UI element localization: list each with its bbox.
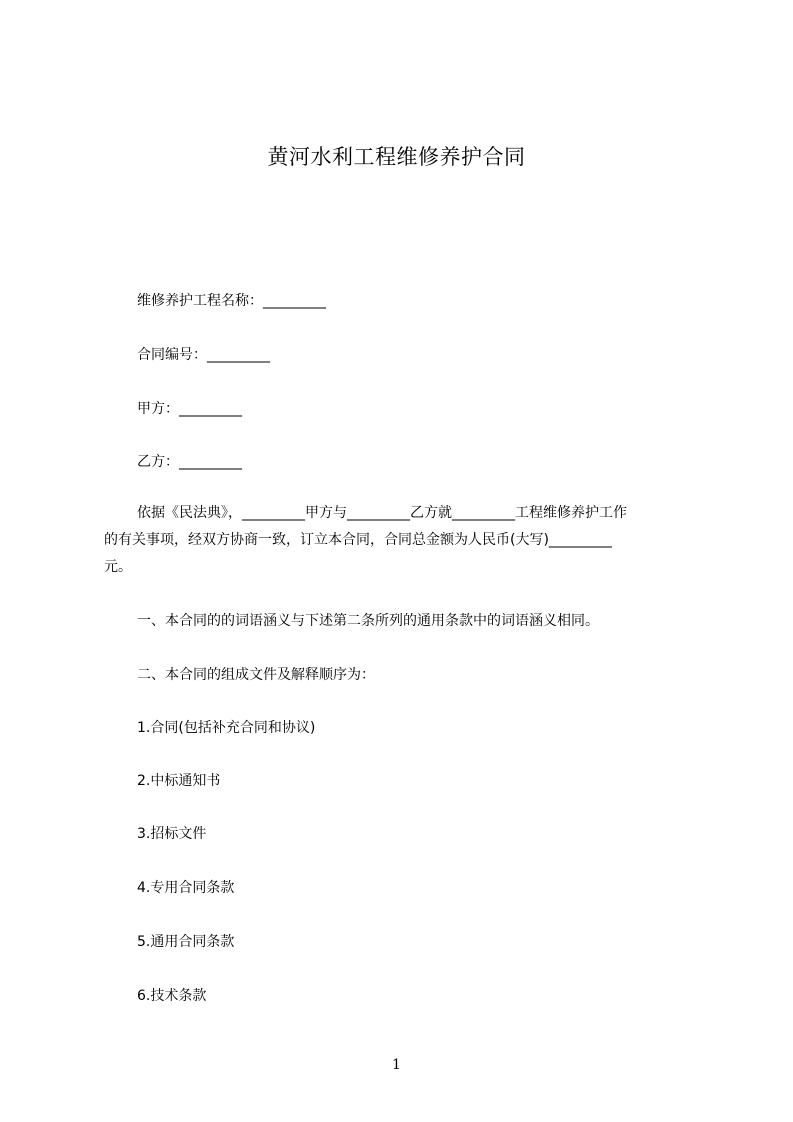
clause-one: 一、本合同的的词语涵义与下述第二条所列的通用条款中的词语涵义相同。 — [137, 613, 599, 629]
project-name-field: 维修养护工程名称：_________ — [137, 293, 326, 309]
intro-paragraph — [104, 500, 702, 581]
document-list-item: 2.中标通知书 — [137, 773, 221, 789]
intro-line: 元。 — [104, 559, 132, 575]
document-list-item: 1.合同(包括补充合同和协议) — [137, 720, 316, 736]
intro-line: 依据《民法典》，_________甲方与_________乙方就_________工程维修养护工作 — [137, 505, 627, 521]
page-number: 1 — [392, 1057, 401, 1073]
document-list-item: 6.技术条款 — [137, 988, 207, 1004]
contract-number-field: 合同编号：_________ — [137, 347, 270, 363]
intro-line: 的有关事项，经双方协商一致，订立本合同，合同总金额为人民币(大写)_________ — [104, 532, 612, 548]
document-list-item: 3.招标文件 — [137, 826, 207, 842]
clause-two: 二、本合同的组成文件及解释顺序为： — [137, 667, 375, 683]
document-list-item: 5.通用合同条款 — [137, 934, 235, 950]
party-b-field: 乙方：_________ — [137, 454, 242, 470]
document-list-item: 4.专用合同条款 — [137, 880, 235, 896]
party-a-field: 甲方：_________ — [137, 401, 242, 417]
document-title: 黄河水利工程维修养护合同 — [267, 145, 526, 169]
